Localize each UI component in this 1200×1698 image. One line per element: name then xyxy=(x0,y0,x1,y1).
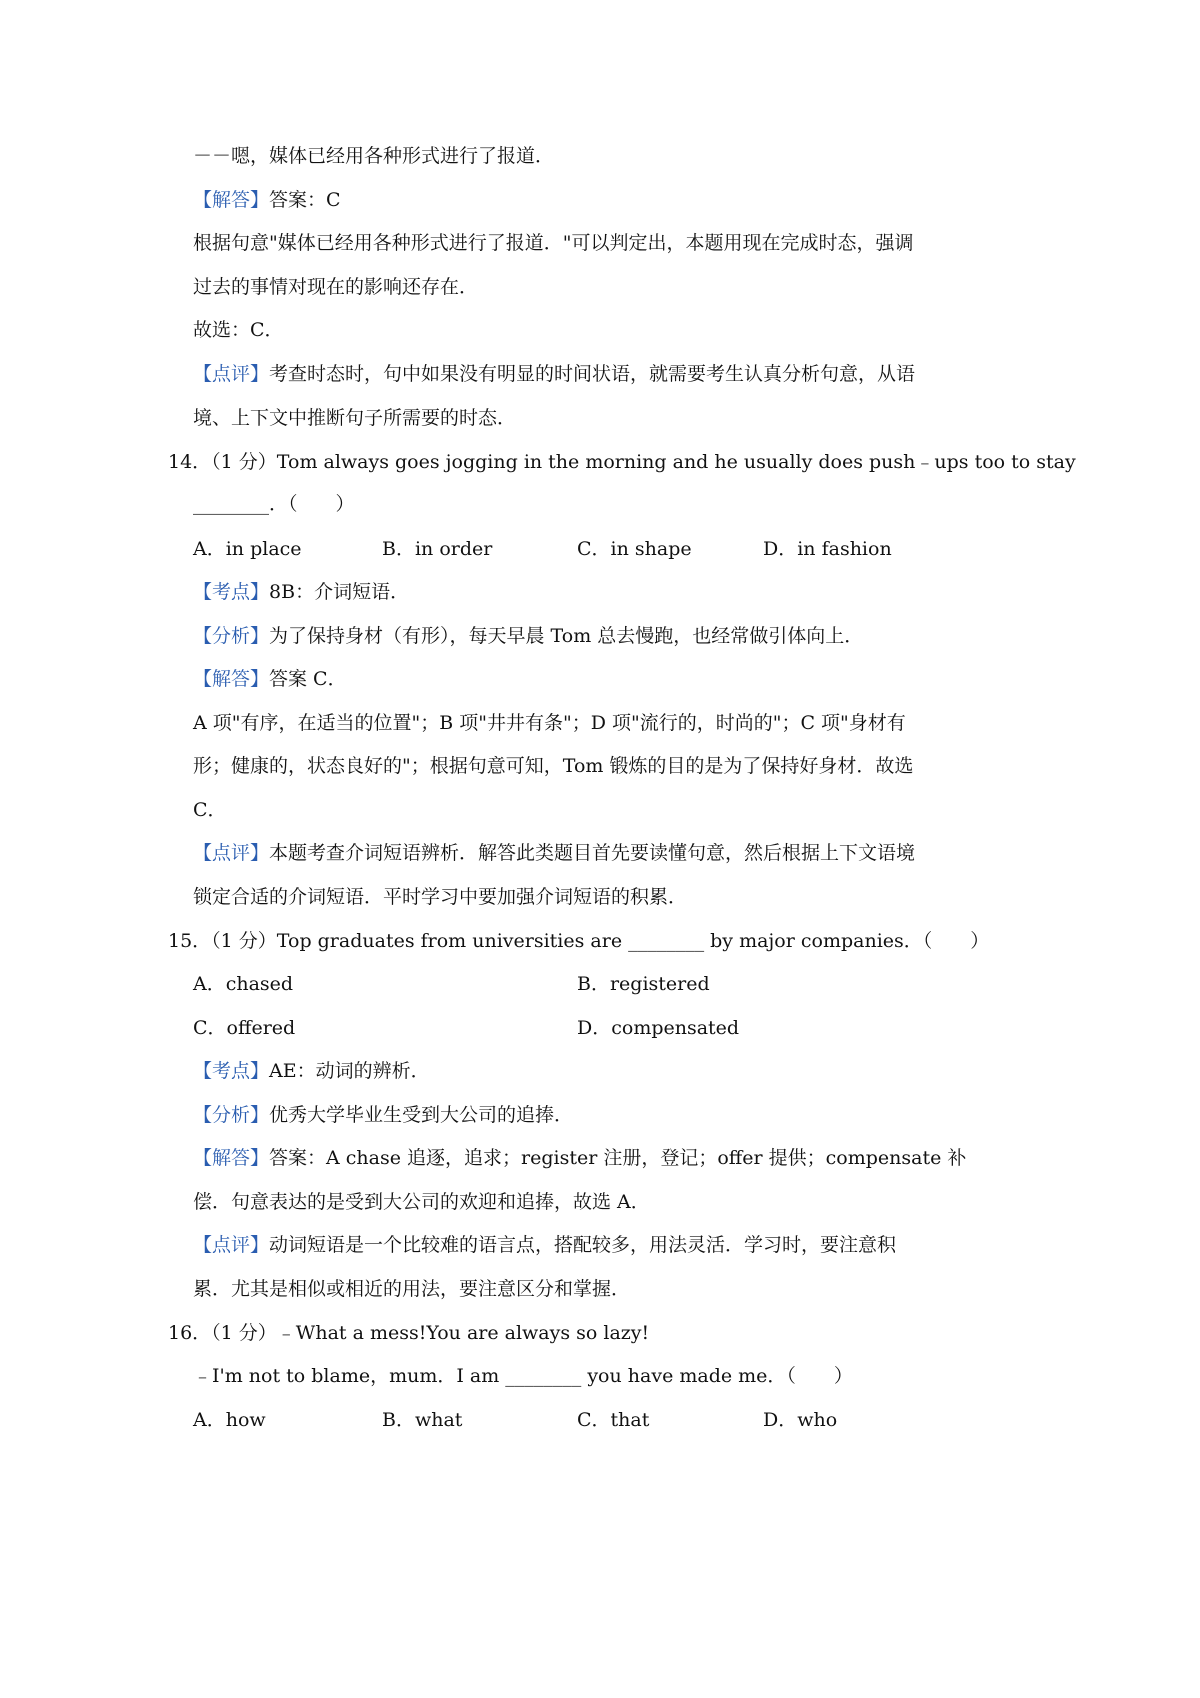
comment-text: 本题考查介词短语辨析．解答此类题目首先要读懂句意，然后根据上下文语境 xyxy=(269,842,916,864)
answer-text: 答案 C． xyxy=(269,668,347,690)
analysis-tag: 【分析】 xyxy=(193,625,270,647)
q14-explanation-line: A 项"有序，在适当的位置"；B 项"井井有条"；D 项"流行的，时尚的"；C 项"身材有 xyxy=(193,712,906,734)
q14-comment-line: 锁定合适的介词短语．平时学习中要加强介词短语的积累． xyxy=(193,886,688,908)
q14-explanation-line: C． xyxy=(193,799,227,821)
comment-tag: 【点评】 xyxy=(193,363,270,385)
answer-tag: 【解答】 xyxy=(193,1147,270,1169)
q14-answer-line xyxy=(193,666,347,692)
answer-tag: 【解答】 xyxy=(193,668,270,690)
q16-option-d: D．who xyxy=(763,1409,838,1431)
comment-line xyxy=(193,361,915,387)
analysis-text: 为了保持身材（有形），每天早晨 Tom 总去慢跑，也经常做引体向上． xyxy=(269,625,864,647)
q14-option-b: B．in order xyxy=(382,538,493,560)
q15-option-c: C．offered xyxy=(193,1017,296,1039)
text-line: 境、上下文中推断句子所需要的时态． xyxy=(193,407,517,429)
q15-point-line xyxy=(193,1058,430,1084)
question-16-stem: 16．（1 分）﹣What a mess!You are always so lazy! xyxy=(168,1322,650,1344)
q16-option-c: C．that xyxy=(577,1409,650,1431)
comment-tag: 【点评】 xyxy=(193,842,270,864)
q14-option-c: C．in shape xyxy=(577,538,692,560)
comment-text: 动词短语是一个比较难的语言点，搭配较多，用法灵活．学习时，要注意积 xyxy=(269,1234,897,1256)
q16-option-b: B．what xyxy=(382,1409,463,1431)
q15-option-b: B．registered xyxy=(577,973,710,995)
answer-text: 答案：C xyxy=(269,189,341,211)
q14-option-d: D．in fashion xyxy=(763,538,892,560)
q14-explanation-line: 形；健康的，状态良好的"；根据句意可知，Tom 锻炼的目的是为了保持好身材．故选 xyxy=(193,755,914,777)
question-15-stem: 15．（1 分）Top graduates from universities are ________ by major companies．（ ） xyxy=(168,930,990,952)
text-line: 过去的事情对现在的影响还存在． xyxy=(193,276,479,298)
question-14-stem: 14．（1 分）Tom always goes jogging in the morning and he usually does push﹣ups too to stay xyxy=(168,451,1076,473)
text-line: 根据句意"媒体已经用各种形式进行了报道．"可以判定出，本题用现在完成时态，强调 xyxy=(193,232,914,254)
text-line: －－嗯，媒体已经用各种形式进行了报道． xyxy=(193,145,555,167)
q16-option-a: A．how xyxy=(193,1409,266,1431)
question-14-blank: ________．（ ） xyxy=(193,493,355,515)
question-16-stem: ﹣I'm not to blame，mum．I am ________ you have made me．（ ） xyxy=(193,1365,853,1387)
text-line: 故选：C． xyxy=(193,319,284,341)
q15-answer-line: 偿．句意表达的是受到大公司的欢迎和追捧，故选 A． xyxy=(193,1191,650,1213)
answer-line xyxy=(193,187,341,213)
q15-comment-line xyxy=(193,1232,896,1258)
answer-text: 答案：A chase 追逐，追求；register 注册，登记；offer 提供；compensate 补 xyxy=(269,1147,967,1169)
point-tag: 【考点】 xyxy=(193,1060,270,1082)
q14-point-line xyxy=(193,579,409,605)
comment-tag: 【点评】 xyxy=(193,1234,270,1256)
analysis-tag: 【分析】 xyxy=(193,1104,270,1126)
q14-analysis-line xyxy=(193,623,863,649)
q15-option-d: D．compensated xyxy=(577,1017,740,1039)
comment-text: 考查时态时，句中如果没有明显的时间状语，就需要考生认真分析句意，从语 xyxy=(269,363,916,385)
q14-option-a: A．in place xyxy=(193,538,302,560)
point-tag: 【考点】 xyxy=(193,581,270,603)
analysis-text: 优秀大学毕业生受到大公司的追捧． xyxy=(269,1104,574,1126)
q15-option-a: A．chased xyxy=(193,973,294,995)
q14-comment-line xyxy=(193,840,915,866)
q15-comment-line: 累．尤其是相似或相近的用法，要注意区分和掌握． xyxy=(193,1278,631,1300)
answer-tag: 【解答】 xyxy=(193,189,270,211)
q15-analysis-line xyxy=(193,1102,573,1128)
point-text: 8B：介词短语． xyxy=(269,581,410,603)
point-text: AE：动词的辨析． xyxy=(269,1060,430,1082)
q15-answer-line xyxy=(193,1145,966,1171)
